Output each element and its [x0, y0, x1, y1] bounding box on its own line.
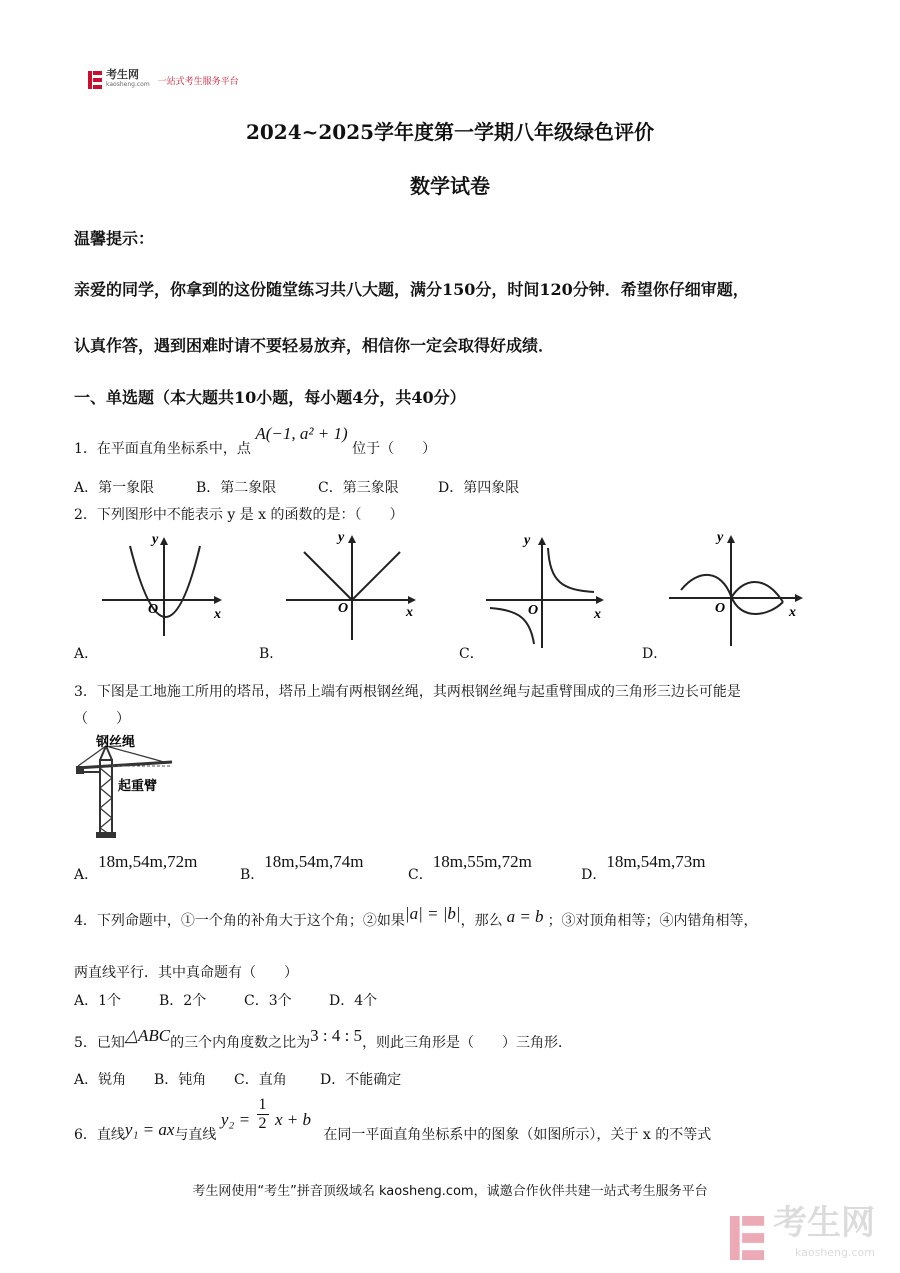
q1-option-c[interactable]: C．第三象限: [318, 480, 399, 496]
q5-math-ratio: 3 : 4 : 5: [310, 1026, 363, 1045]
q6-fraction-num: 1: [258, 1096, 267, 1113]
q6-fraction-den: 2: [258, 1115, 267, 1132]
q2-graph-b: [282, 524, 422, 644]
q4-option-d[interactable]: D．4个: [329, 993, 378, 1009]
q1-option-a[interactable]: A．第一象限: [74, 480, 155, 496]
graph-a-origin: O: [148, 602, 159, 617]
q3-option-a[interactable]: A．18m,54m,72m: [74, 852, 198, 883]
q2-option-c[interactable]: C．: [459, 646, 484, 662]
exam-title: 2024~2025学年度第一学期八年级绿色评价: [245, 120, 655, 144]
q4-math-abs: |a| = |b|: [404, 904, 461, 923]
q5-text-post: ，则此三角形是（ ）三角形．: [362, 1035, 573, 1051]
logo-domain: kaosheng.com: [106, 81, 150, 88]
q1-text-pre: 1．在平面直角坐标系中，点: [74, 441, 251, 457]
q5-text-mid: 的三个内角度数之比为: [170, 1035, 311, 1051]
tips-heading: 温馨提示：: [74, 229, 155, 248]
q1-option-d[interactable]: D．第四象限: [438, 480, 520, 496]
section-1-heading: 一、单选题（本大题共10小题，每小题4分，共40分）: [74, 388, 466, 407]
question-3-line-2: （ ）: [74, 711, 130, 727]
tips-line-1: 亲爱的同学，你拿到的这份随堂练习共八大题，满分150分，时间120分钟．希望你仔细审题，: [74, 280, 749, 299]
q5-options: [74, 1069, 401, 1089]
question-4-line-2: 两直线平行．其中真命题有（ ）: [74, 965, 298, 981]
watermark-logo-icon: [727, 1216, 767, 1260]
graph-d-x-label: x: [789, 605, 796, 620]
tips-line-2: 认真作答，遇到困难时请不要轻易放弃，相信你一定会取得好成绩．: [74, 336, 555, 355]
q2-graph-d: [665, 524, 810, 649]
graph-b-x-label: x: [406, 605, 413, 620]
graph-a-x-label: x: [214, 607, 221, 622]
question-5: [74, 1026, 573, 1051]
crane-label-jib: 起重臂: [118, 779, 158, 794]
site-logo: [88, 70, 239, 90]
q4-text-post: ；③对顶角相等；④内错角相等，: [547, 913, 758, 929]
q6-math-line1: y₁ = ax: [124, 1120, 175, 1139]
logo-brand: 考生网 kaosheng.com: [106, 68, 150, 88]
q5-option-a[interactable]: A．锐角: [74, 1072, 127, 1088]
q4-text-pre: 4．下列命题中，①一个角的补角大于这个角；②如果: [74, 913, 405, 929]
q4-option-b[interactable]: B．2个: [159, 993, 207, 1009]
q5-text-pre: 5．已知: [74, 1035, 125, 1051]
graph-b-origin: O: [338, 601, 349, 616]
exam-subtitle: 数学试卷: [410, 174, 490, 198]
logo-slogan: 一站式考生服务平台: [157, 76, 239, 87]
q2-graph-c: [482, 530, 612, 650]
q1-option-b[interactable]: B．第二象限: [196, 480, 277, 496]
question-1: [74, 424, 437, 457]
q3-option-d[interactable]: D．18m,54m,73m: [581, 852, 706, 883]
graph-d-origin: O: [715, 601, 726, 616]
q6-math-line2-rhs: x + b: [274, 1110, 311, 1129]
graph-d-y-label: y: [717, 530, 724, 545]
graph-a-y-label: y: [152, 532, 159, 547]
q1-options: [74, 477, 519, 497]
question-3-line-1: 3．下图是工地施工所用的塔吊，塔吊上端有两根钢丝绳，其两根钢丝绳与起重臂围成的三角形三边长可能是: [74, 684, 741, 700]
graph-c-y-label: y: [524, 533, 531, 548]
q1-math: A(−1, a² + 1): [255, 424, 348, 443]
graph-c-origin: O: [528, 603, 539, 618]
q6-text-pre: 6．直线: [74, 1127, 125, 1143]
q5-option-c[interactable]: C．直角: [234, 1072, 287, 1088]
q1-text-post: 位于（ ）: [352, 441, 437, 457]
q4-option-c[interactable]: C．3个: [244, 993, 292, 1009]
watermark-brand: 考生网 kaosheng.com: [773, 1208, 875, 1268]
question-6: [74, 1096, 711, 1146]
q2-option-d[interactable]: D．: [642, 646, 668, 662]
q6-math-line2-lhs: y₂ =: [220, 1110, 251, 1129]
q4-option-a[interactable]: A．1个: [74, 993, 122, 1009]
crane-label-cable: 钢丝绳: [96, 735, 136, 750]
q5-math-triangle: △ABC: [124, 1026, 171, 1045]
graph-c-x-label: x: [594, 607, 601, 622]
q2-option-b[interactable]: B．: [259, 646, 284, 662]
q2-graph-a: [96, 528, 231, 638]
watermark: [727, 1203, 875, 1268]
question-2: 2．下列图形中不能表示 y 是 x 的函数的是：（ ）: [74, 507, 404, 523]
q4-options: [74, 990, 377, 1010]
tower-crane-figure: [74, 728, 184, 840]
q3-options: [74, 852, 854, 883]
logo-icon: [88, 71, 102, 89]
q5-option-d[interactable]: D．不能确定: [320, 1072, 402, 1088]
q6-text-post: 在同一平面直角坐标系中的图象（如图所示），关于 x 的不等式: [323, 1127, 712, 1143]
q4-text-mid: ，那么: [460, 913, 503, 929]
q4-math-eq: a = b: [506, 907, 544, 926]
q6-fraction: [257, 1096, 269, 1133]
graph-b-y-label: y: [338, 530, 345, 545]
q2-option-a[interactable]: A．: [74, 646, 99, 662]
watermark-domain: kaosheng.com: [794, 1246, 875, 1259]
q3-option-b[interactable]: B．18m,54m,74m: [240, 852, 364, 883]
q6-text-mid: 与直线: [174, 1127, 217, 1143]
q5-option-b[interactable]: B．钝角: [154, 1072, 207, 1088]
page-footer: 考生网使用“考生”拼音顶级域名 kaosheng.com，诚邀合作伙伴共建一站式考生服务平台: [192, 1184, 708, 1199]
q3-option-c[interactable]: C．18m,55m,72m: [408, 852, 532, 883]
question-4-line-1: [74, 904, 758, 930]
